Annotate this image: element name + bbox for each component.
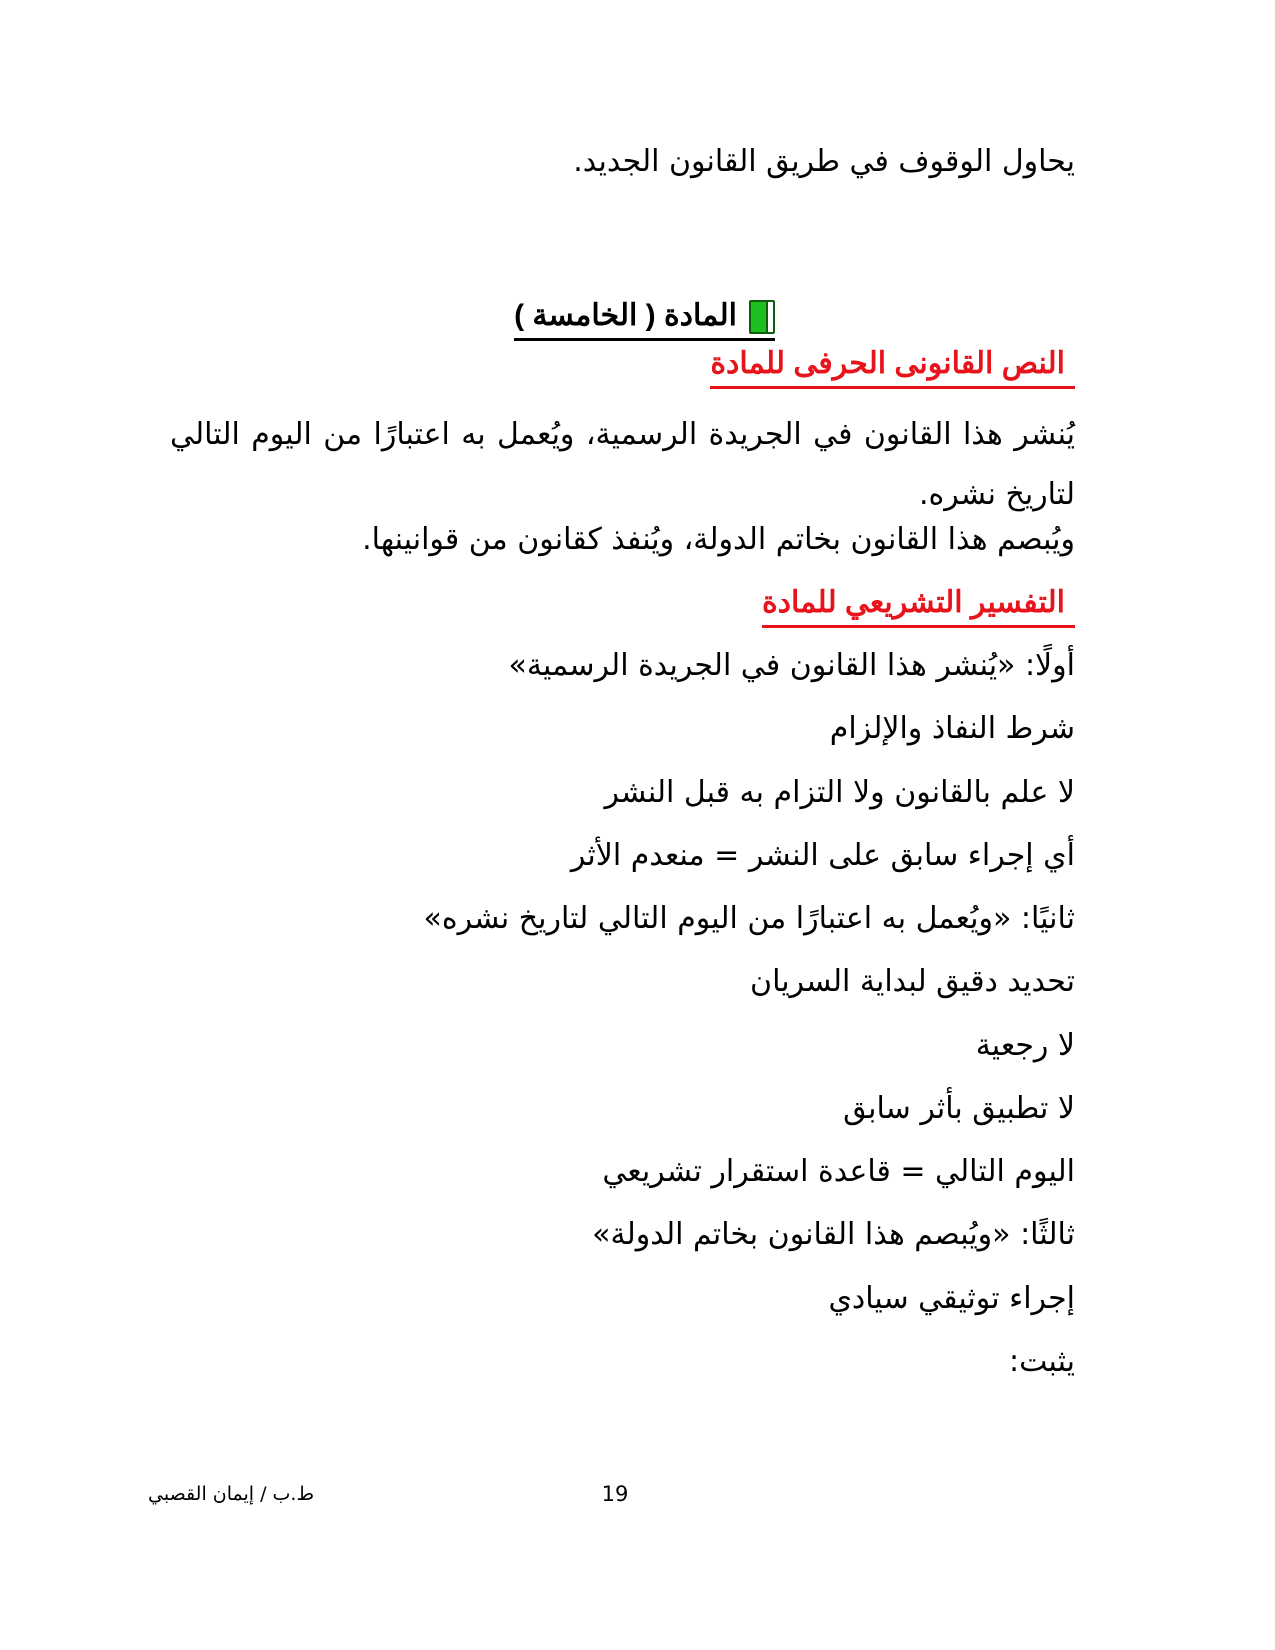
- footer-author: ط.ب / إيمان القصبي: [148, 1483, 315, 1505]
- literal-paragraph: يُنشر هذا القانون في الجريدة الرسمية، ويُعمل به اعتبارًا من اليوم التالي لتاريخ نشره.: [170, 417, 1075, 512]
- text-line: أولًا: «يُنشر هذا القانون في الجريدة الرسمية»: [508, 648, 1075, 683]
- text-line: تحديد دقيق لبداية السريان: [750, 964, 1075, 999]
- text-line: إجراء توثيقي سيادي: [828, 1281, 1075, 1316]
- text-line: ثالثًا: «ويُبصم هذا القانون بخاتم الدولة»: [592, 1217, 1075, 1252]
- text-line: ثانيًا: «ويُعمل به اعتبارًا من اليوم التالي لتاريخ نشره»: [423, 901, 1075, 936]
- intro-line: يحاول الوقوف في طريق القانون الجديد.: [573, 144, 1075, 179]
- page-number: 19: [601, 1482, 629, 1506]
- text-line: لا علم بالقانون ولا التزام به قبل النشر: [604, 775, 1075, 810]
- article-heading: [514, 296, 775, 341]
- interpretation-heading: التفسير التشريعي للمادة: [762, 583, 1075, 628]
- text-line: لا تطبيق بأثر سابق: [843, 1091, 1075, 1126]
- text-line: اليوم التالي = قاعدة استقرار تشريعي: [602, 1154, 1075, 1189]
- literal-line-2: ويُبصم هذا القانون بخاتم الدولة، ويُنفذ كقانون من قوانينها.: [362, 522, 1075, 557]
- book-icon: [749, 300, 775, 334]
- literal-text-heading: النص القانونى الحرفى للمادة: [710, 344, 1075, 389]
- text-line: أي إجراء سابق على النشر = منعدم الأثر: [570, 838, 1075, 873]
- article-heading-text: المادة ( الخامسة ): [514, 299, 737, 332]
- text-line: شرط النفاذ والإلزام: [829, 711, 1075, 746]
- text-line: يثبت:: [1008, 1344, 1075, 1379]
- text-line: لا رجعية: [975, 1028, 1075, 1063]
